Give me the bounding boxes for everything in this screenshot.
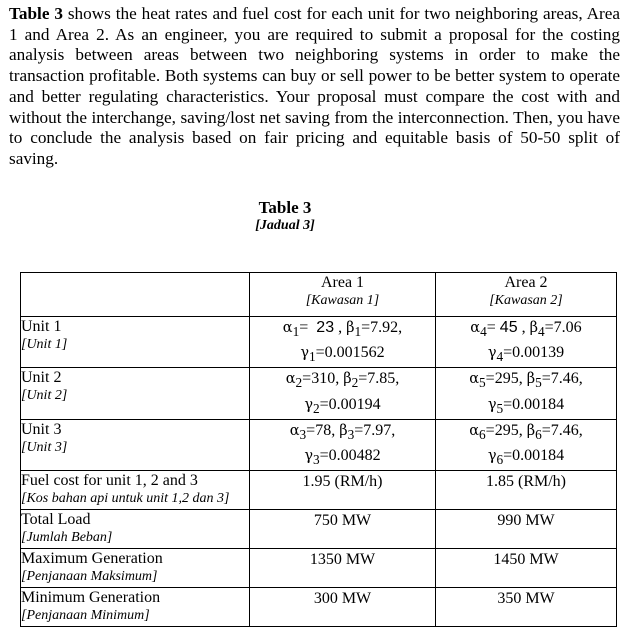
unit1-area1-coeffs — [250, 317, 436, 368]
unit1-area2-coeffs — [436, 317, 617, 368]
unit2-label-cell — [21, 368, 250, 419]
coeff-line: $\alpha_4= 45$ , $\beta_4=7.06$ — [470, 319, 582, 340]
coeff-line: $\alpha_1= 23$ , $\beta_1=7.92$, — [282, 319, 403, 340]
coeff-line: $\gamma_3=0.00482$ — [304, 446, 381, 468]
total-load-area2: 990 MW — [436, 510, 617, 549]
area2-header — [436, 273, 617, 317]
fuel-cost-area1: 1.95 (RM/h) — [250, 471, 436, 510]
min-gen-area1: 300 MW — [250, 588, 436, 627]
max-gen-area2: 1450 MW — [436, 549, 617, 588]
row-label: Unit 1 — [21, 318, 62, 335]
total-load-area1: 750 MW — [250, 510, 436, 549]
problem-text: shows the heat rates and fuel cost for each unit for two neighboring areas, Area 1 and Area 2. As an engineer, you are required to submit a proposal for the costing analysis between areas between two neighboring systems in order to make the transaction profitable. Both systems can buy or sell power to be better system to operate and better regulating characteristics. Your proposal must compare the cost with and without the interchange, saving/lost net saving from the interconnection. Then, you have to conclude the analysis based on fair pricing and equitable basis of 50-50 split of saving. — [9, 4, 620, 168]
coeff-line: $\gamma_4=0.00139$ — [487, 344, 565, 365]
table-row — [21, 471, 617, 510]
fuel-cost-label-cell — [21, 471, 250, 510]
row-label-my: [Unit 3] — [21, 439, 68, 455]
coeff-line: $\alpha_5=295$, $\beta_5=7.46$, — [469, 370, 583, 391]
coeff-line: $\gamma_1=0.001562$ — [300, 344, 385, 365]
coeff-line: $\alpha_6=295$, $\beta_6=7.46$, — [469, 421, 583, 442]
data-table — [20, 272, 617, 627]
table-row — [21, 549, 617, 588]
area1-title-my: [Kawasan 1] — [305, 293, 380, 308]
row-label: Unit 3 — [21, 420, 62, 438]
row-label-my: [Penjanaan Minimum] — [21, 608, 150, 624]
row-label: Maximum Generation — [21, 550, 163, 568]
unit3-area1-coeffs — [250, 419, 436, 470]
table-title: Table 3 — [258, 198, 312, 217]
unit2-area2-coeffs — [436, 368, 617, 419]
fuel-cost-area2: 1.85 (RM/h) — [436, 471, 617, 510]
table-row — [21, 588, 617, 627]
table-row — [21, 510, 617, 549]
row-label: Total Load — [21, 511, 91, 529]
header-row — [21, 273, 617, 317]
row-label-my: [Unit 2] — [21, 388, 68, 404]
coeff-line: $\alpha_3=78$, $\beta_3=7.97$, — [289, 421, 396, 442]
problem-statement — [9, 4, 620, 170]
area1-header — [250, 273, 436, 317]
table-row — [21, 419, 617, 470]
row-label-my: [Kos bahan api untuk unit 1,2 dan 3] — [21, 491, 230, 507]
table-reference: Table 3 — [9, 4, 63, 23]
row-label: Minimum Generation — [21, 589, 161, 607]
table-row — [21, 317, 617, 368]
min-gen-area2: 350 MW — [436, 588, 617, 627]
unit1-label-cell — [21, 317, 250, 368]
coeff-line: $\gamma_2=0.00194$ — [304, 395, 381, 416]
area1-title: Area 1 — [320, 274, 365, 291]
header-blank-cell — [21, 273, 250, 317]
table-row — [21, 368, 617, 419]
max-gen-label-cell — [21, 549, 250, 588]
coeff-line: $\gamma_5=0.00184$ — [487, 395, 565, 416]
unit3-label-cell — [21, 419, 250, 470]
area2-title: Area 2 — [504, 274, 548, 291]
row-label: Unit 2 — [21, 369, 62, 387]
min-gen-label-cell — [21, 588, 250, 627]
row-label-my: [Jumlah Beban] — [21, 530, 113, 546]
unit3-area2-coeffs — [436, 419, 617, 470]
row-label-my: [Penjanaan Maksimum] — [21, 569, 158, 585]
coeff-line: $\gamma_6=0.00184$ — [487, 446, 565, 468]
unit2-area1-coeffs — [250, 368, 436, 419]
row-label: Fuel cost for unit 1, 2 and 3 — [21, 472, 198, 490]
total-load-label-cell — [21, 510, 250, 549]
max-gen-area1: 1350 MW — [250, 549, 436, 588]
area2-title-my: [Kawasan 2] — [489, 293, 563, 308]
coeff-line: $\alpha_2=310$, $\beta_2=7.85$, — [285, 370, 400, 391]
row-label-my: [Unit 1] — [21, 337, 68, 352]
table-subtitle: [Jadual 3] — [255, 218, 315, 233]
